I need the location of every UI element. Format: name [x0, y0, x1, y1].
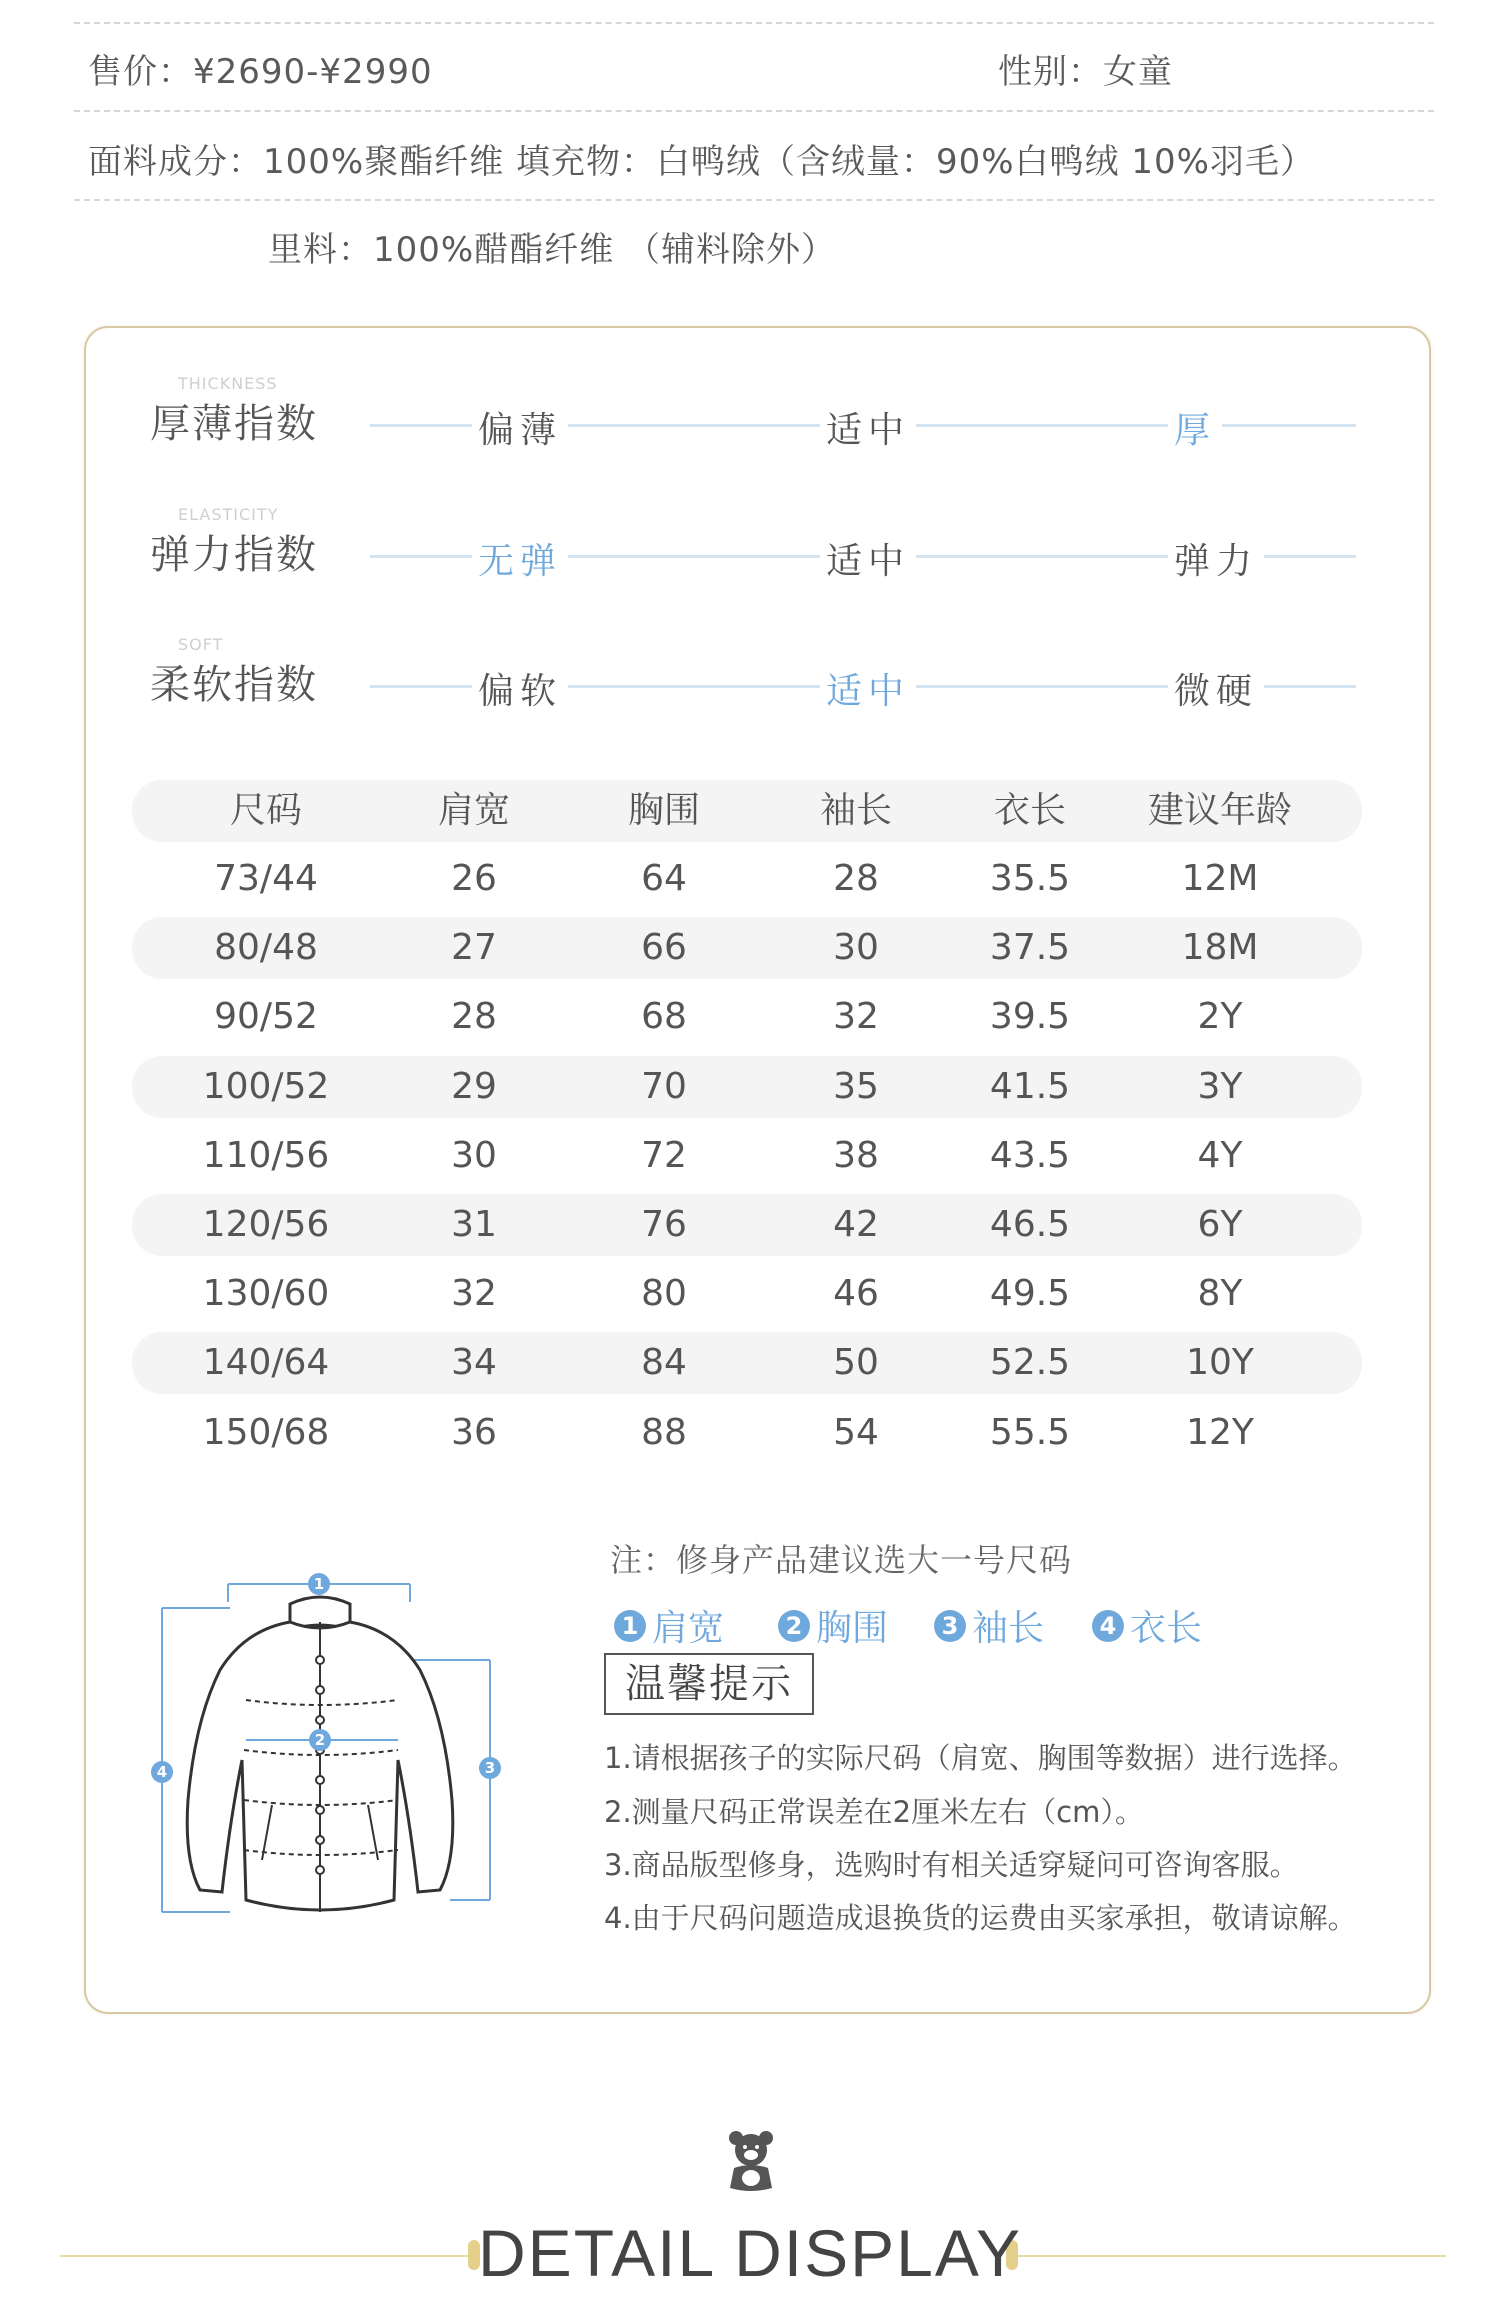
tip-item: 4.由于尺码问题造成退换货的运费由买家承担，敬请谅解。: [604, 1901, 1357, 1935]
legend-item: [1092, 1600, 1202, 1651]
table-header-row: [132, 780, 1362, 842]
table-row: [132, 1332, 1362, 1394]
divider: [74, 199, 1434, 201]
table-cell: 27: [451, 927, 497, 969]
table-cell: 35.5: [989, 858, 1071, 899]
table-cell: 90/52: [214, 996, 318, 1038]
table-cell: 52.5: [989, 1342, 1071, 1384]
table-cell: 6Y: [1197, 1204, 1243, 1245]
table-cell: 31: [451, 1204, 497, 1245]
marker-3: 3: [484, 1759, 496, 1777]
table-cell: 30: [451, 1134, 497, 1176]
divider: [74, 110, 1434, 112]
table-cell: 54: [833, 1411, 879, 1453]
table-cell: 28: [833, 858, 879, 899]
table-cell: 55.5: [989, 1411, 1071, 1453]
table-cell: 46.5: [989, 1204, 1071, 1245]
table-cell: 80: [641, 1273, 687, 1315]
material-text: 面料成分：100%聚酯纤维 填充物：白鸭绒（含绒量：90%白鸭绒 10%羽毛）: [88, 142, 1315, 182]
table-row: [132, 1194, 1362, 1256]
jacket-diagram: [150, 1560, 520, 1925]
lining-text: 里料：100%醋酯纤维 （辅料除外）: [268, 230, 837, 270]
table-cell: 70: [641, 1065, 687, 1107]
index-title: 柔软指数: [150, 662, 318, 708]
table-cell: 43.5: [989, 1134, 1071, 1176]
table-row: [132, 848, 1362, 910]
gender-text: 性别：女童: [998, 52, 1173, 92]
marker-1: 1: [313, 1575, 325, 1593]
marker-2: 2: [314, 1731, 326, 1749]
table-cell: 120/56: [202, 1204, 330, 1245]
legend-label: 衣长: [1130, 1608, 1203, 1649]
index-en-label: SOFT: [178, 635, 224, 654]
table-cell: 18M: [1181, 927, 1259, 969]
table-header-cell: 袖长: [819, 790, 893, 831]
table-cell: 73/44: [214, 858, 318, 899]
index-option: 适中: [820, 402, 916, 453]
table-header-cell: 尺码: [229, 790, 303, 831]
table-cell: 37.5: [989, 927, 1071, 969]
table-cell: 35: [833, 1065, 879, 1107]
legend-label: 胸围: [816, 1608, 889, 1649]
table-cell: 140/64: [202, 1342, 330, 1384]
legend-label: 肩宽: [652, 1608, 725, 1649]
table-cell: 38: [833, 1134, 879, 1176]
index-option: 偏软: [472, 663, 568, 714]
table-header-cell: 胸围: [627, 790, 701, 831]
table-cell: 49.5: [989, 1273, 1071, 1315]
index-option: 弹力: [1168, 533, 1264, 584]
table-cell: 46: [833, 1273, 879, 1315]
table-cell: 36: [451, 1411, 497, 1453]
table-cell: 28: [451, 996, 497, 1038]
table-cell: 100/52: [202, 1065, 330, 1107]
table-header-cell: 肩宽: [437, 790, 511, 831]
table-cell: 88: [641, 1411, 687, 1453]
legend-item: [934, 1600, 1044, 1651]
size-note: 注：修身产品建议选大一号尺码: [610, 1541, 1073, 1579]
detail-display-title: DETAIL DISPLAY: [478, 2216, 1022, 2290]
table-row: [132, 1263, 1362, 1325]
table-cell: 29: [451, 1065, 497, 1107]
price-text: 售价：¥2690-¥2990: [88, 52, 433, 92]
marker-4: 4: [156, 1763, 168, 1781]
table-cell: 30: [833, 927, 879, 969]
table-cell: 32: [451, 1273, 497, 1315]
table-cell: 130/60: [202, 1273, 330, 1315]
legend-item: [778, 1600, 888, 1651]
table-cell: 10Y: [1186, 1342, 1254, 1384]
table-header-cell: 衣长: [993, 790, 1067, 831]
table-cell: 32: [833, 996, 879, 1038]
table-cell: 64: [641, 858, 687, 899]
table-cell: 110/56: [202, 1134, 330, 1176]
index-title: 厚薄指数: [150, 401, 318, 447]
table-cell: 12Y: [1186, 1411, 1254, 1453]
table-cell: 3Y: [1197, 1065, 1243, 1107]
legend-item: [614, 1600, 724, 1651]
table-row: [132, 1402, 1362, 1464]
table-cell: 2Y: [1197, 996, 1243, 1038]
index-option: 偏薄: [472, 402, 568, 453]
legend-number: 1: [614, 1610, 646, 1642]
table-cell: 76: [641, 1204, 687, 1245]
index-option: 无弹: [472, 533, 568, 584]
table-cell: 66: [641, 927, 687, 969]
tip-item: 1.请根据孩子的实际尺码（肩宽、胸围等数据）进行选择。: [604, 1741, 1357, 1775]
index-option: 厚: [1168, 402, 1222, 453]
legend-number: 3: [934, 1610, 966, 1642]
divider: [74, 22, 1434, 24]
tips-title: 温馨提示: [604, 1653, 814, 1715]
table-row: [132, 1125, 1362, 1187]
table-cell: 41.5: [989, 1065, 1071, 1107]
table-cell: 72: [641, 1134, 687, 1176]
index-option: 适中: [820, 663, 916, 714]
bear-icon: [726, 2128, 776, 2192]
table-cell: 84: [641, 1342, 687, 1384]
legend-label: 袖长: [972, 1608, 1045, 1649]
index-option: 适中: [820, 533, 916, 584]
table-row: [132, 917, 1362, 979]
index-en-label: THICKNESS: [178, 374, 278, 393]
index-title: 弹力指数: [150, 532, 318, 578]
table-cell: 34: [451, 1342, 497, 1384]
table-cell: 150/68: [202, 1411, 330, 1453]
tip-item: 3.商品版型修身，选购时有相关适穿疑问可咨询客服。: [604, 1848, 1299, 1882]
table-cell: 39.5: [989, 996, 1071, 1038]
table-cell: 42: [833, 1204, 879, 1245]
table-row: [132, 986, 1362, 1048]
table-row: [132, 1056, 1362, 1118]
table-cell: 4Y: [1197, 1134, 1243, 1176]
table-header-cell: 建议年龄: [1147, 790, 1293, 831]
table-cell: 12M: [1181, 858, 1259, 899]
index-en-label: ELASTICITY: [178, 505, 279, 524]
legend-number: 4: [1092, 1610, 1124, 1642]
table-cell: 26: [451, 858, 497, 899]
table-cell: 80/48: [214, 927, 318, 969]
table-cell: 8Y: [1197, 1273, 1243, 1315]
index-option: 微硬: [1168, 663, 1264, 714]
legend-number: 2: [778, 1610, 810, 1642]
table-cell: 50: [833, 1342, 879, 1384]
table-cell: 68: [641, 996, 687, 1038]
tip-item: 2.测量尺码正常误差在2厘米左右（cm）。: [604, 1795, 1144, 1829]
